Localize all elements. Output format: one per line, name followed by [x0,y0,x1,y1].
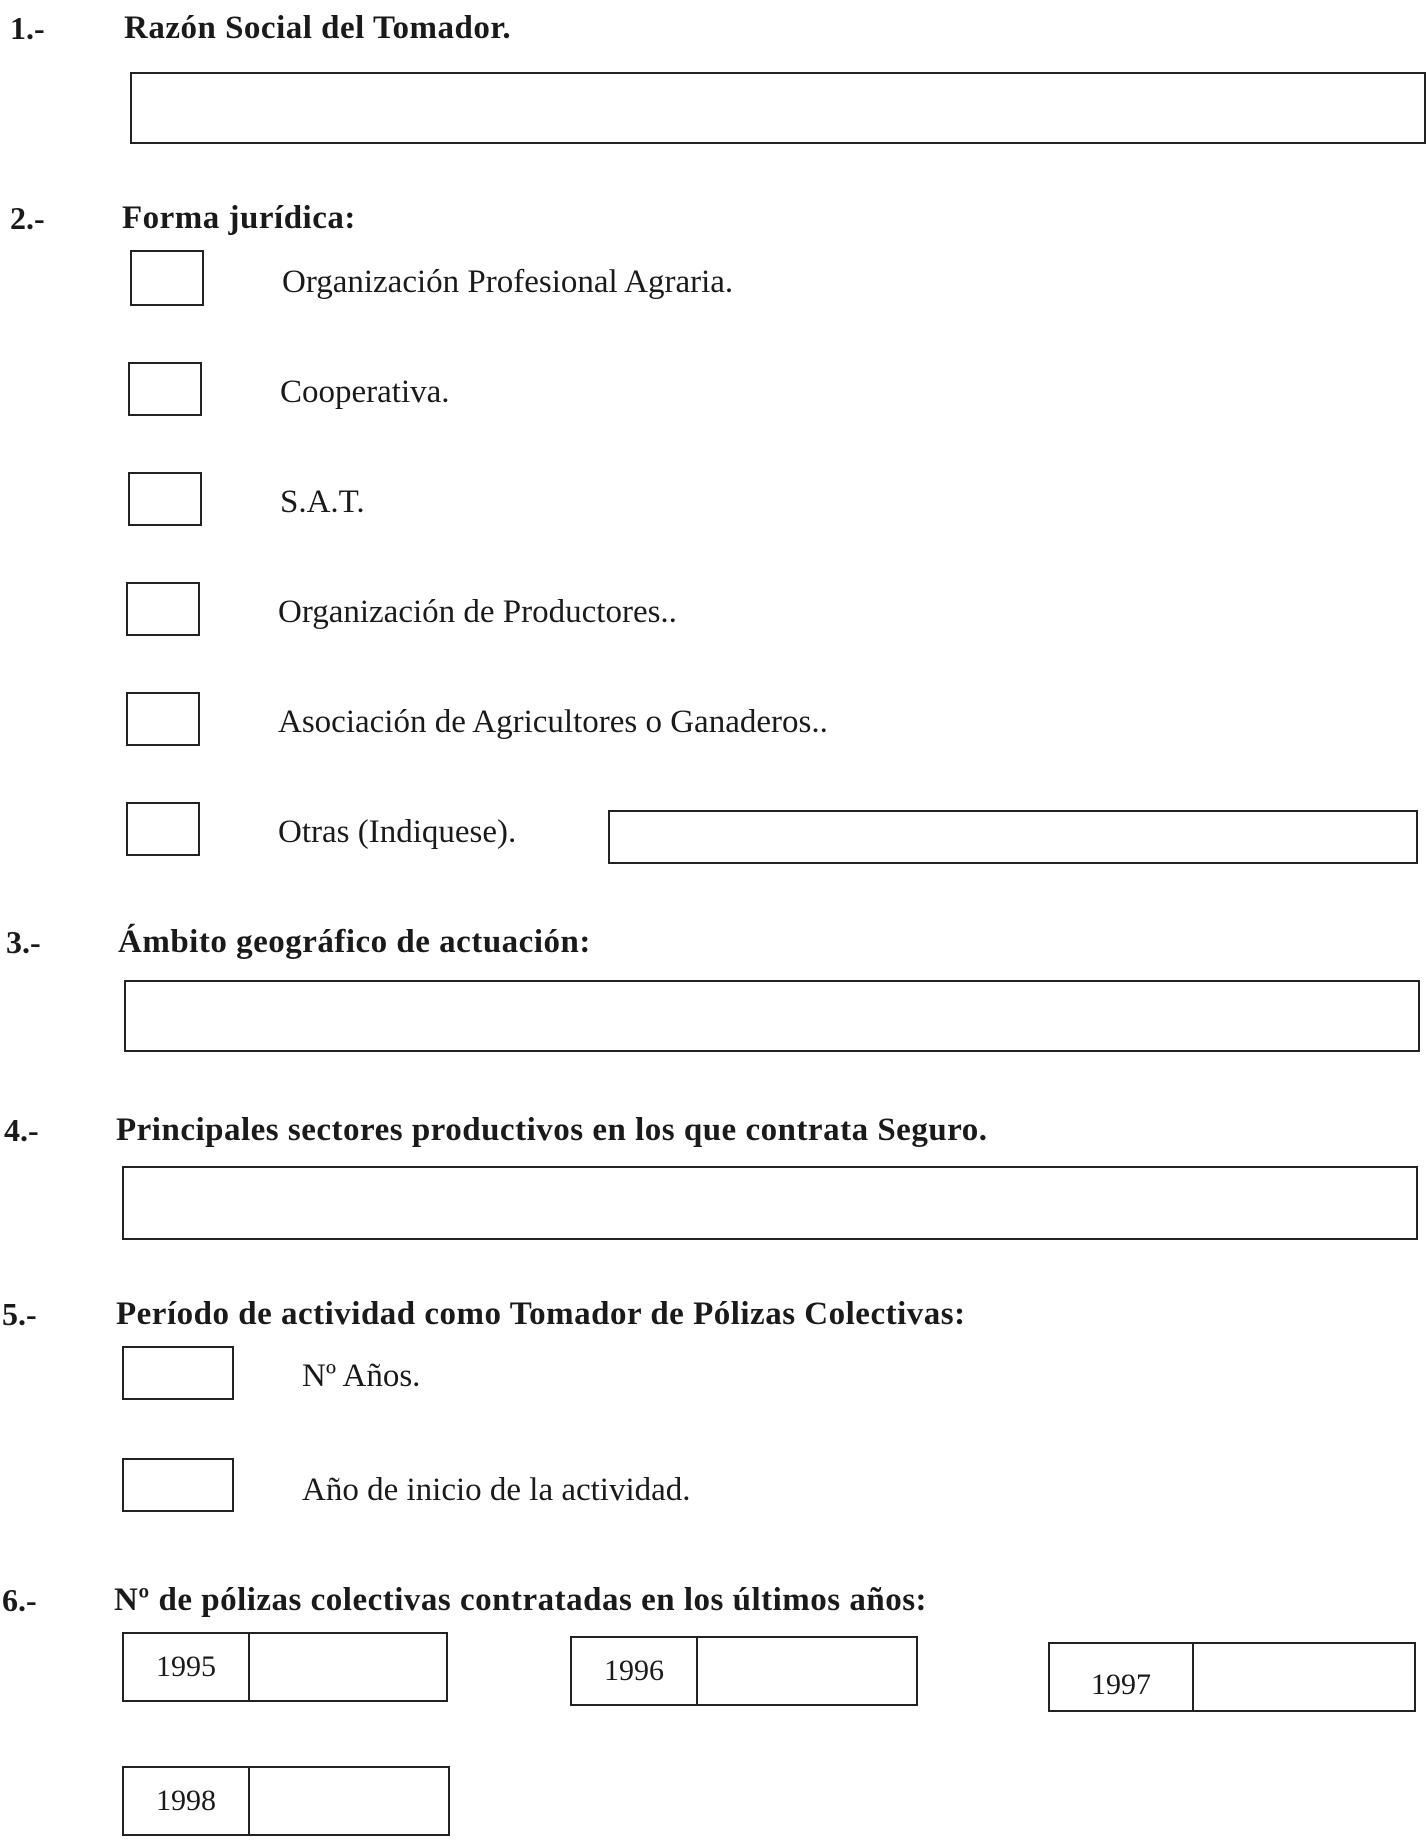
polizas-1997-field[interactable] [1194,1644,1414,1710]
polizas-1998-field[interactable] [250,1768,448,1834]
section-4-heading: Principales sectores productivos en los que contrata Seguro. [116,1112,988,1148]
option-label: Asociación de Agricultores o Ganaderos.. [278,704,828,740]
polizas-1998-row [122,1766,450,1836]
polizas-1995-field[interactable] [250,1634,446,1700]
section-3-heading: Ámbito geográfico de actuación: [118,924,591,960]
field-label: Nº Años. [302,1358,421,1394]
checkbox-organizacion-profesional-agraria[interactable] [130,250,204,306]
option-label: S.A.T. [280,484,365,520]
section-2-number: 2.- [10,200,45,236]
section-5-number: 5.- [2,1296,37,1332]
sectores-productivos-field[interactable] [122,1166,1418,1240]
section-1-heading: Razón Social del Tomador. [124,10,512,46]
polizas-1995-row [122,1632,448,1702]
razon-social-field[interactable] [130,72,1426,144]
polizas-1997-row [1048,1642,1416,1712]
section-5-heading: Período de actividad como Tomador de Pólizas Colectivas: [116,1296,966,1332]
field-label: Año de inicio de la actividad. [302,1472,691,1508]
section-2-heading: Forma jurídica: [122,200,356,236]
year-label: 1997 [1050,1644,1194,1710]
option-label: Organización Profesional Agraria. [282,264,734,300]
ano-inicio-field[interactable] [122,1458,234,1512]
section-4-number: 4.- [4,1112,39,1148]
section-6-number: 6.- [2,1582,37,1618]
section-1-number: 1.- [10,10,45,46]
checkbox-organizacion-productores[interactable] [126,582,200,636]
section-6-heading: Nº de pólizas colectivas contratadas en los últimos años: [114,1582,928,1618]
year-label: 1998 [124,1768,250,1834]
year-label: 1996 [572,1638,698,1704]
option-label: Cooperativa. [280,374,450,410]
option-label: Organización de Productores.. [278,594,677,630]
polizas-1996-field[interactable] [698,1638,916,1704]
checkbox-sat[interactable] [128,472,202,526]
ambito-geografico-field[interactable] [124,980,1420,1052]
checkbox-asociacion-agricultores[interactable] [126,692,200,746]
checkbox-cooperativa[interactable] [128,362,202,416]
num-anos-field[interactable] [122,1346,234,1400]
polizas-1996-row [570,1636,918,1706]
section-3-number: 3.- [6,924,41,960]
otras-indiquese-field[interactable] [608,810,1418,864]
checkbox-otras[interactable] [126,802,200,856]
year-label: 1995 [124,1634,250,1700]
option-label: Otras (Indiquese). [278,814,517,850]
